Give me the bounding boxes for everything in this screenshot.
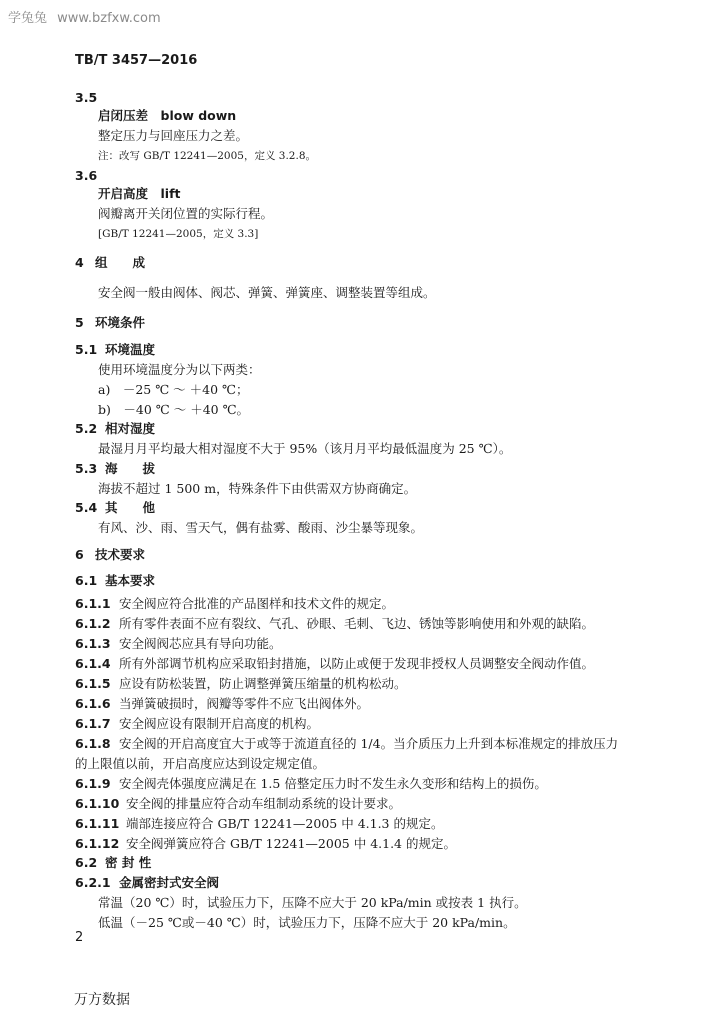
line-s51_b [0, 400, 701, 420]
clause-text: 安全阀弹簧应符合 GB/T 12241—2005 中 4.1.4 的规定。 [126, 836, 456, 851]
line-s616 [0, 694, 701, 714]
clause-text: 所有外部调节机构应采取铅封措施，以防止或便于发现非授权人员调整安全阀动作值。 [119, 656, 595, 671]
line-s35_term [0, 106, 701, 126]
clause-number: 6.1.3 [75, 636, 111, 651]
clause-text: b) －40 ℃ ～ ＋40 ℃。 [98, 402, 250, 417]
line-s52 [0, 419, 701, 439]
line-s612 [0, 614, 701, 634]
clause-number: 6.1.5 [75, 676, 111, 691]
line-s36_def [0, 204, 701, 224]
line-s615 [0, 674, 701, 694]
line-s36_term [0, 184, 701, 204]
clause-text: 有风、沙、雨、雪天气，偶有盐雾、酸雨、沙尘暴等现象。 [98, 520, 424, 535]
clause-text: [GB/T 12241—2005，定义 3.3] [98, 228, 259, 240]
clause-number: 6.1 [75, 573, 98, 588]
line-s35_def [0, 126, 701, 146]
clause-heading: 基本要求 [105, 573, 156, 588]
clause-heading: 启闭压差 blow down [98, 108, 237, 123]
clause-heading: 环境温度 [105, 342, 156, 357]
line-s4 [0, 253, 701, 273]
standard-code-header: TB/T 3457—2016 [75, 53, 198, 68]
clause-heading: 环境条件 [95, 315, 146, 330]
clause-number: 6.1.10 [75, 796, 120, 811]
line-s618 [0, 734, 701, 754]
clause-number: 6.2 [75, 855, 98, 870]
line-s621_p2 [0, 913, 701, 933]
clause-text: 安全阀一般由阀体、阀芯、弹簧、弹簧座、调整装置等组成。 [98, 285, 436, 300]
watermark-site: 学兔兔 [8, 11, 48, 26]
clause-text: 最湿月月平均最大相对湿度不大于 95%（该月月平均最低温度为 25 ℃）。 [98, 441, 512, 456]
clause-text: 端部连接应符合 GB/T 12241—2005 中 4.1.3 的规定。 [126, 816, 444, 831]
line-s51_p [0, 360, 701, 380]
line-s619 [0, 774, 701, 794]
clause-number: 6.2.1 [75, 875, 111, 890]
clause-text: 海拔不超过 1 500 m，特殊条件下由供需双方协商确定。 [98, 481, 417, 496]
clause-heading: 金属密封式安全阀 [119, 875, 220, 890]
line-s614 [0, 654, 701, 674]
line-s613 [0, 634, 701, 654]
line-s618_c [0, 754, 701, 774]
line-s621_p1 [0, 893, 701, 913]
line-s53 [0, 459, 701, 479]
clause-number: 6 [75, 547, 84, 562]
clause-text: 安全阀的排量应符合动车组制动系统的设计要求。 [126, 796, 402, 811]
line-s36_src [0, 224, 701, 244]
line-s6112 [0, 834, 701, 854]
clause-text: 安全阀的开启高度宜大于或等于流道直径的 1/4。当介质压力上升到本标准规定的排放压力 [119, 736, 619, 751]
clause-number: 6.1.9 [75, 776, 111, 791]
clause-text: 应设有防松装置，防止调整弹簧压缩量的机构松动。 [119, 676, 407, 691]
line-s5 [0, 313, 701, 333]
clause-text: 所有零件表面不应有裂纹、气孔、砂眼、毛刺、飞边、锈蚀等影响使用和外观的缺陷。 [119, 616, 595, 631]
line-s6111 [0, 814, 701, 834]
clause-heading: 密 封 性 [105, 855, 152, 870]
footer-brand: 万方数据 [74, 992, 130, 1008]
clause-heading: 相对湿度 [105, 421, 156, 436]
line-s54 [0, 498, 701, 518]
clause-text: 安全阀壳体强度应满足在 1.5 倍整定压力时不发生永久变形和结构上的损伤。 [119, 776, 547, 791]
clause-text: 使用环境温度分为以下两类： [98, 362, 261, 377]
line-s6110 [0, 794, 701, 814]
clause-number: 5.4 [75, 500, 98, 515]
line-s62 [0, 853, 701, 873]
clause-number: 6.1.4 [75, 656, 111, 671]
clause-text: a) －25 ℃ ～ ＋40 ℃； [98, 382, 249, 397]
clause-number: 6.1.2 [75, 616, 111, 631]
clause-number: 5.1 [75, 342, 98, 357]
clause-number: 5 [75, 315, 84, 330]
line-s54_p [0, 518, 701, 538]
clause-text: 当弹簧破损时，阀瓣等零件不应飞出阀体外。 [119, 696, 370, 711]
line-s52_p [0, 439, 701, 459]
clause-text: 常温（20 ℃）时，试验压力下，压降不应大于 20 kPa/min 或按表 1 执行。 [98, 895, 527, 910]
clause-number: 6.1.1 [75, 596, 111, 611]
clause-number: 6.1.11 [75, 816, 120, 831]
clause-heading: 海 拔 [105, 461, 156, 476]
line-s35_note [0, 146, 701, 166]
clause-number: 6.1.6 [75, 696, 111, 711]
clause-text: 阀瓣离开关闭位置的实际行程。 [98, 206, 274, 221]
clause-number: 5.2 [75, 421, 98, 436]
line-s51 [0, 340, 701, 360]
line-s6 [0, 545, 701, 565]
clause-heading: 组 成 [95, 255, 146, 270]
clause-heading: 技术要求 [95, 547, 146, 562]
watermark [8, 7, 161, 26]
clause-text: 低温（－25 ℃或－40 ℃）时，试验压力下，压降不应大于 20 kPa/min。 [98, 915, 516, 930]
clause-text: 的上限值以前，开启高度应达到设定规定值。 [75, 756, 326, 771]
line-s36_num [0, 166, 701, 186]
clause-heading: 其 他 [105, 500, 156, 515]
clause-number: 4 [75, 255, 84, 270]
clause-number: 6.1.12 [75, 836, 120, 851]
clause-text: 安全阀应设有限制开启高度的机构。 [119, 716, 320, 731]
line-s611 [0, 594, 701, 614]
clause-number: 6.1.7 [75, 716, 111, 731]
line-s621 [0, 873, 701, 893]
clause-text: 整定压力与回座压力之差。 [98, 128, 249, 143]
clause-number: 5.3 [75, 461, 98, 476]
watermark-url: www.bzfxw.com [57, 11, 161, 26]
clause-number: 6.1.8 [75, 736, 111, 751]
clause-number: 3.6 [75, 168, 98, 183]
page-number: 2 [75, 930, 84, 945]
clause-text: 注：改写 GB/T 12241—2005，定义 3.2.8。 [98, 150, 316, 162]
line-s51_a [0, 380, 701, 400]
clause-heading: 开启高度 lift [98, 186, 181, 201]
clause-text: 安全阀应符合批准的产品图样和技术文件的规定。 [119, 596, 395, 611]
clause-number: 3.5 [75, 90, 98, 105]
line-s35_num [0, 88, 701, 108]
line-s53_p [0, 479, 701, 499]
clause-text: 安全阀阀芯应具有导向功能。 [119, 636, 282, 651]
line-s617 [0, 714, 701, 734]
line-s4_p [0, 283, 701, 303]
line-s61 [0, 571, 701, 591]
